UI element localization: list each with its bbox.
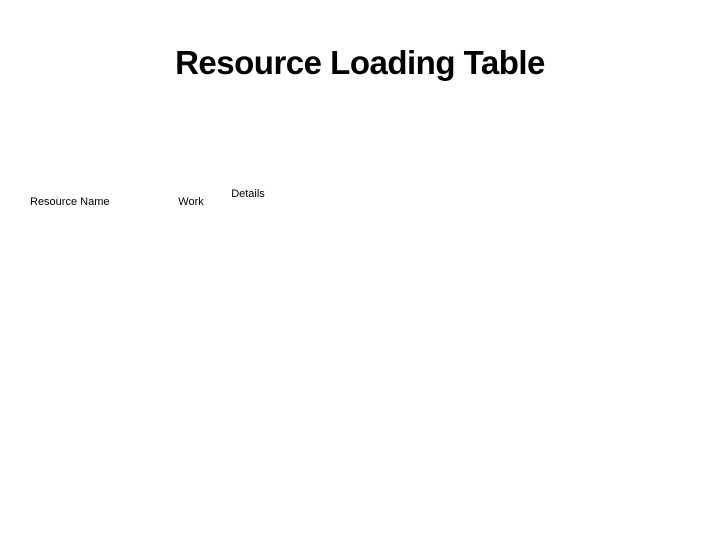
column-header-resource-name: Resource Name: [30, 196, 110, 208]
resource-loading-table: [28, 180, 701, 361]
slide-title: Resource Loading Table: [175, 44, 545, 81]
column-header-details: Details: [231, 188, 265, 200]
column-header-work: Work: [178, 196, 204, 208]
